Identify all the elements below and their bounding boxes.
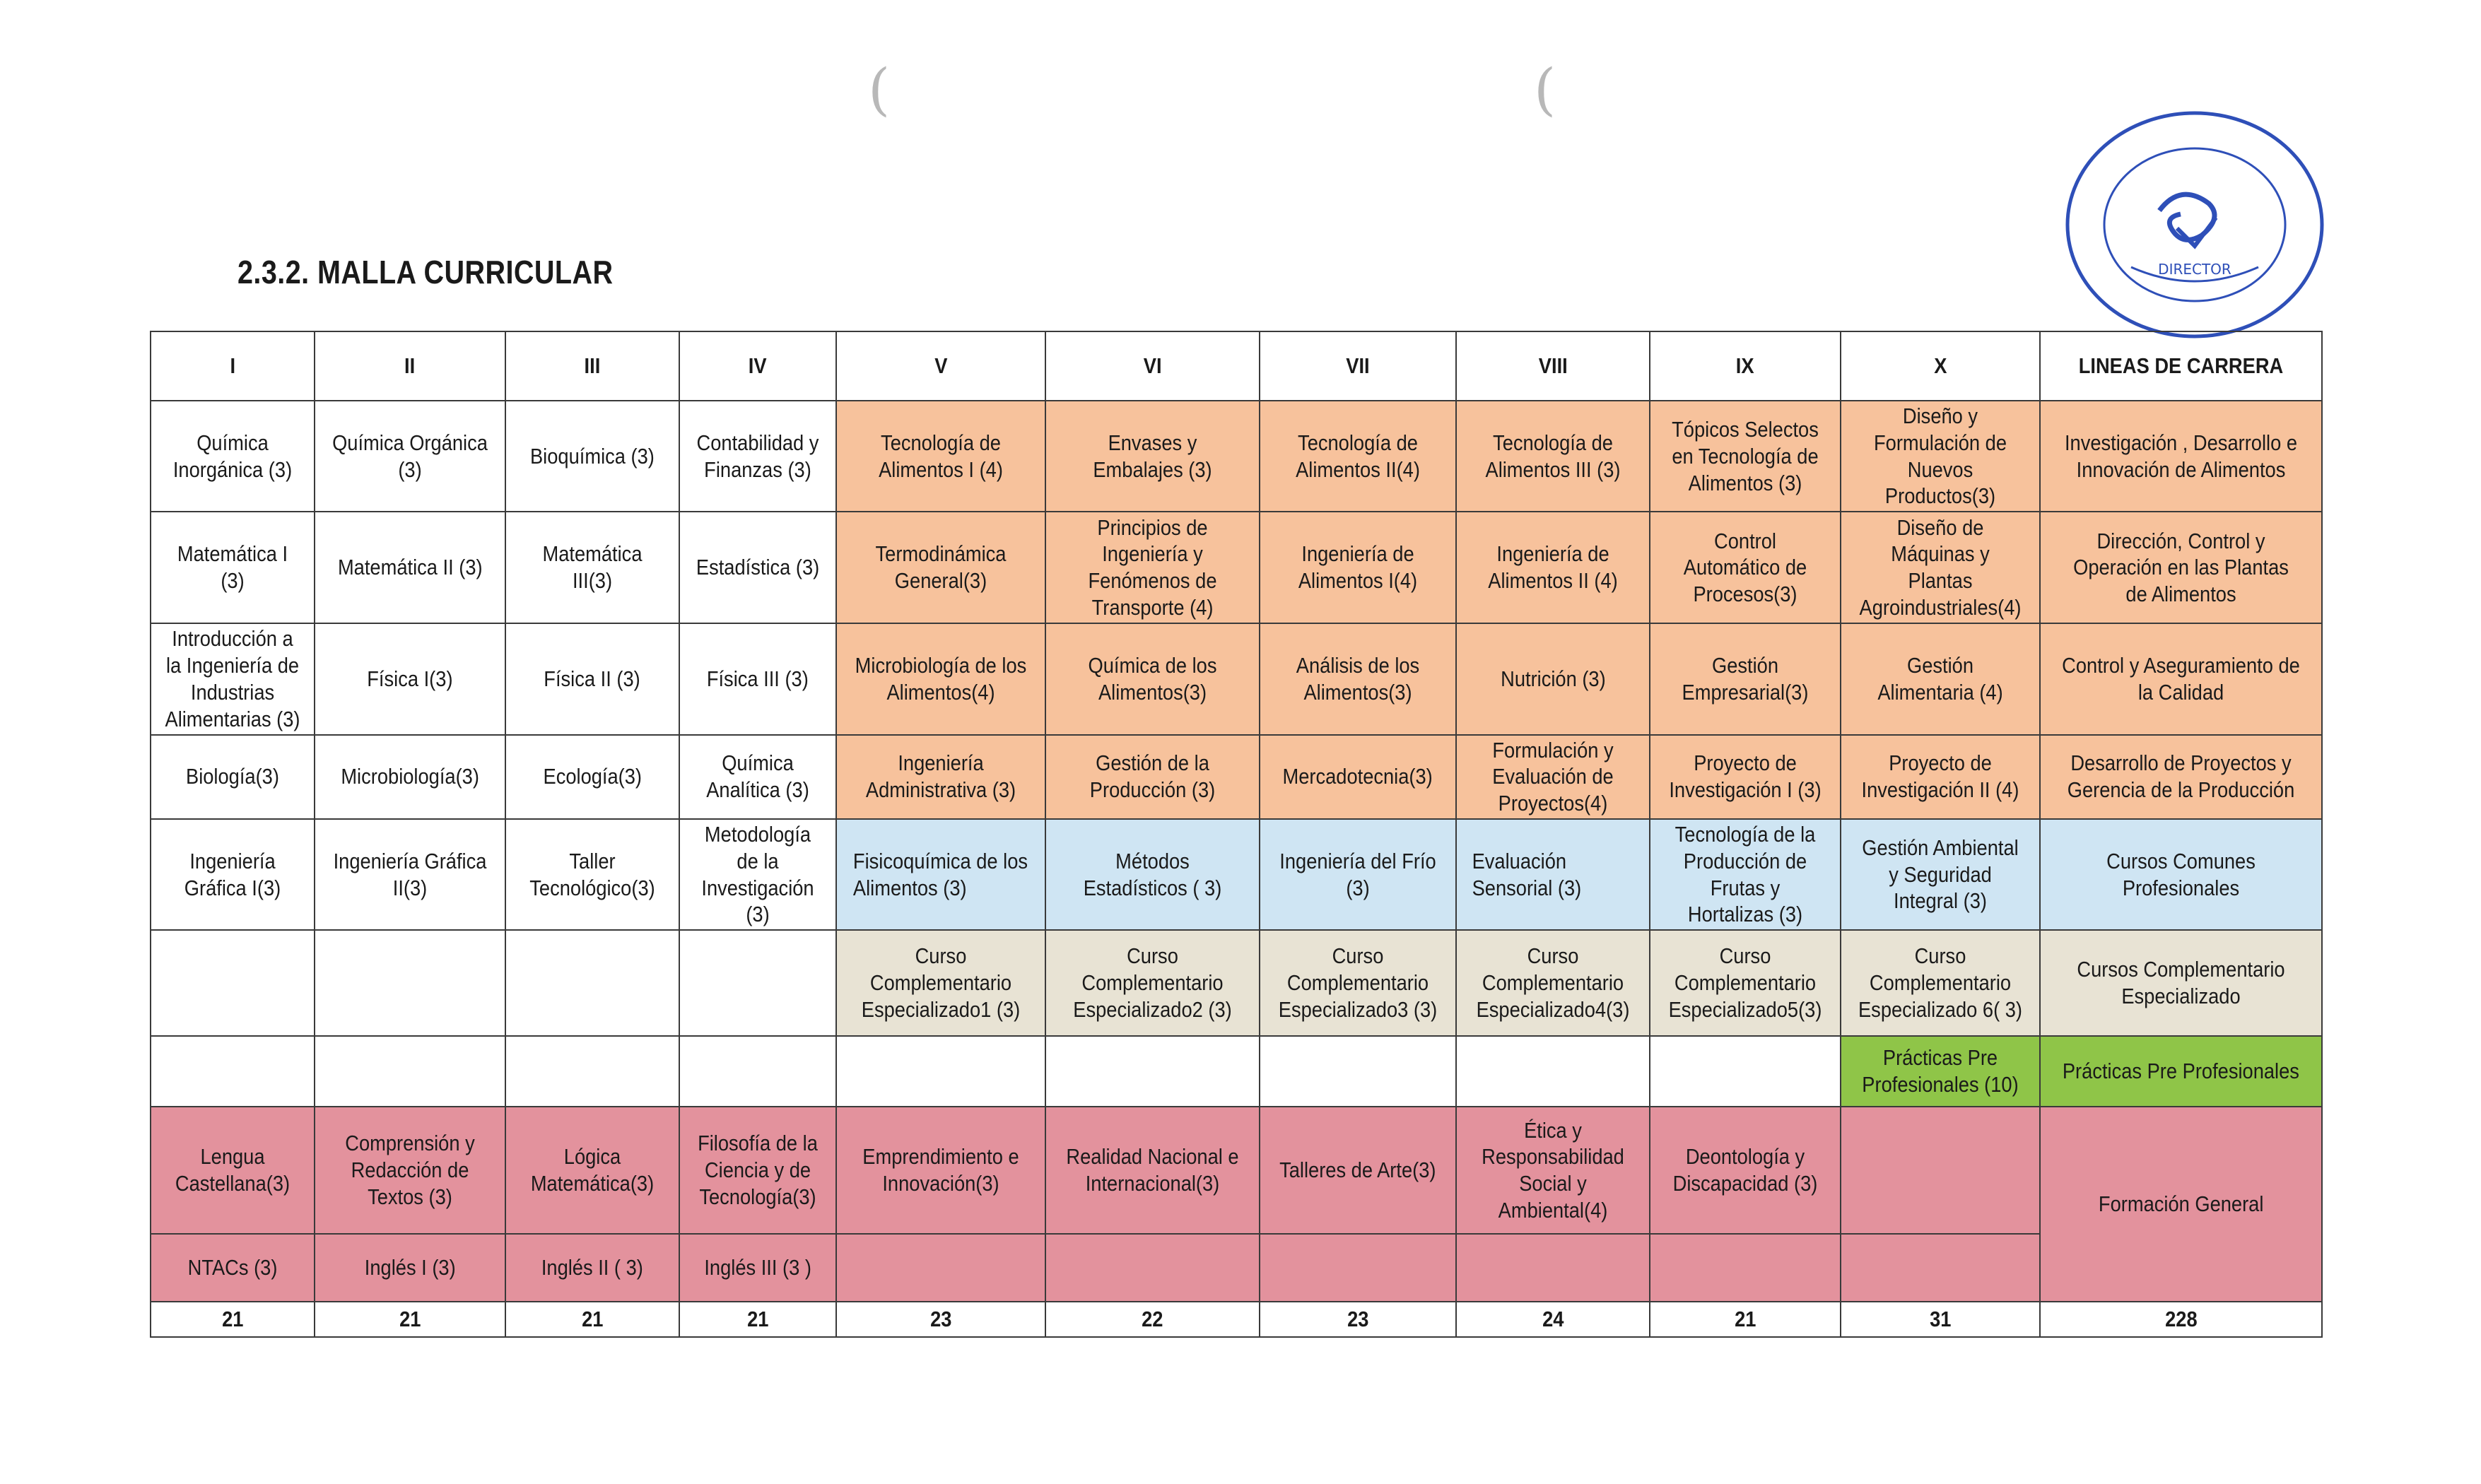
course-cell: Análisis de los Alimentos(3) bbox=[1260, 623, 1456, 734]
career-line-cell: Cursos Comunes Profesionales bbox=[2040, 819, 2322, 930]
total-cell: 22 bbox=[1045, 1302, 1260, 1337]
course-cell: Tecnología de Alimentos I (4) bbox=[836, 401, 1045, 512]
course-cell: Contabilidad y Finanzas (3) bbox=[679, 401, 836, 512]
career-line-cell: Cursos Complementario Especializado bbox=[2040, 930, 2322, 1036]
course-cell: Matemática II (3) bbox=[315, 512, 505, 623]
header-row bbox=[151, 331, 2322, 401]
course-cell: Matemática III(3) bbox=[505, 512, 679, 623]
empty-cell bbox=[679, 1036, 836, 1107]
course-cell: Microbiología de los Alimentos(4) bbox=[836, 623, 1045, 734]
course-cell: Ingeniería Administrativa (3) bbox=[836, 735, 1045, 819]
course-cell: Tecnología de Alimentos II(4) bbox=[1260, 401, 1456, 512]
scan-mark-left: ( bbox=[868, 57, 891, 122]
course-cell: Inglés III (3 ) bbox=[679, 1234, 836, 1302]
course-cell: Química de los Alimentos(3) bbox=[1045, 623, 1260, 734]
course-cell: Lógica Matemática(3) bbox=[505, 1107, 679, 1234]
course-cell: Diseño de Máquinas y Plantas Agroindustriales(4) bbox=[1841, 512, 2040, 623]
course-cell: Tópicos Selectos en Tecnología de Alimentos (3) bbox=[1650, 401, 1841, 512]
course-cell: Mercadotecnia(3) bbox=[1260, 735, 1456, 819]
header-cell: IV bbox=[679, 331, 836, 401]
course-cell: Gestión de la Producción (3) bbox=[1045, 735, 1260, 819]
institution-seal bbox=[2053, 105, 2329, 359]
course-cell: Curso Complementario Especializado3 (3) bbox=[1260, 930, 1456, 1036]
empty-cell bbox=[1650, 1036, 1841, 1107]
course-cell: Física III (3) bbox=[679, 623, 836, 734]
header-cell: VII bbox=[1260, 331, 1456, 401]
course-cell: Inglés II ( 3) bbox=[505, 1234, 679, 1302]
course-cell: Curso Complementario Especializado1 (3) bbox=[836, 930, 1045, 1036]
curriculum-grid bbox=[150, 331, 2321, 1338]
course-cell: Inglés I (3) bbox=[315, 1234, 505, 1302]
course-cell: NTACs (3) bbox=[151, 1234, 315, 1302]
course-cell: Ingeniería de Alimentos II (4) bbox=[1456, 512, 1650, 623]
course-cell bbox=[1045, 1234, 1260, 1302]
course-cell: Química Inorgánica (3) bbox=[151, 401, 315, 512]
course-cell: Bioquímica (3) bbox=[505, 401, 679, 512]
empty-cell bbox=[151, 1036, 315, 1107]
total-cell: 21 bbox=[505, 1302, 679, 1337]
course-cell: Gestión Empresarial(3) bbox=[1650, 623, 1841, 734]
course-cell bbox=[836, 1234, 1045, 1302]
course-cell: Tecnología de Alimentos III (3) bbox=[1456, 401, 1650, 512]
course-cell: Metodología de la Investigación (3) bbox=[679, 819, 836, 930]
course-cell: Curso Complementario Especializado4(3) bbox=[1456, 930, 1650, 1036]
header-cell: III bbox=[505, 331, 679, 401]
total-cell: 21 bbox=[679, 1302, 836, 1337]
career-line-cell: Control y Aseguramiento de la Calidad bbox=[2040, 623, 2322, 734]
course-cell: Ética y Responsabilidad Social y Ambiental(4) bbox=[1456, 1107, 1650, 1234]
career-line-cell: Prácticas Pre Profesionales bbox=[2040, 1036, 2322, 1107]
empty-cell bbox=[836, 1036, 1045, 1107]
course-cell: Control Automático de Procesos(3) bbox=[1650, 512, 1841, 623]
total-cell: 23 bbox=[1260, 1302, 1456, 1337]
course-cell: Filosofía de la Ciencia y de Tecnología(3) bbox=[679, 1107, 836, 1234]
total-cell: 21 bbox=[151, 1302, 315, 1337]
table-row bbox=[151, 1107, 2322, 1234]
table-row bbox=[151, 735, 2322, 819]
table-row bbox=[151, 401, 2322, 512]
total-cell: 23 bbox=[836, 1302, 1045, 1337]
empty-cell bbox=[315, 930, 505, 1036]
course-cell: Ecología(3) bbox=[505, 735, 679, 819]
course-cell: Termodinámica General(3) bbox=[836, 512, 1045, 623]
table-row bbox=[151, 512, 2322, 623]
course-cell: Métodos Estadísticos ( 3) bbox=[1045, 819, 1260, 930]
course-cell: Ingeniería de Alimentos I(4) bbox=[1260, 512, 1456, 623]
course-cell: Curso Complementario Especializado5(3) bbox=[1650, 930, 1841, 1036]
header-cell: V bbox=[836, 331, 1045, 401]
empty-cell bbox=[505, 1036, 679, 1107]
course-cell: Ingeniería Gráfica I(3) bbox=[151, 819, 315, 930]
empty-cell bbox=[679, 930, 836, 1036]
career-line-cell: Dirección, Control y Operación en las Plantas de Alimentos bbox=[2040, 512, 2322, 623]
svg-text:DIRECTOR: DIRECTOR bbox=[2158, 261, 2231, 278]
course-cell: Física II (3) bbox=[505, 623, 679, 734]
empty-cell bbox=[1045, 1036, 1260, 1107]
malla-table bbox=[150, 331, 2323, 1338]
total-cell: 31 bbox=[1841, 1302, 2040, 1337]
course-cell: Principios de Ingeniería y Fenómenos de Transporte (4) bbox=[1045, 512, 1260, 623]
header-cell: LINEAS DE CARRERA bbox=[2040, 331, 2322, 401]
course-cell: Talleres de Arte(3) bbox=[1260, 1107, 1456, 1234]
course-cell: Formulación y Evaluación de Proyectos(4) bbox=[1456, 735, 1650, 819]
course-cell: Realidad Nacional e Internacional(3) bbox=[1045, 1107, 1260, 1234]
scan-mark-right: ( bbox=[1534, 57, 1556, 122]
course-cell: Proyecto de Investigación I (3) bbox=[1650, 735, 1841, 819]
course-cell: Comprensión y Redacción de Textos (3) bbox=[315, 1107, 505, 1234]
course-cell: Ingeniería del Frío (3) bbox=[1260, 819, 1456, 930]
course-cell: Matemática I (3) bbox=[151, 512, 315, 623]
empty-cell bbox=[1456, 1036, 1650, 1107]
course-cell: Lengua Castellana(3) bbox=[151, 1107, 315, 1234]
table-row bbox=[151, 1234, 2322, 1302]
course-cell: Gestión Ambiental y Seguridad Integral (3) bbox=[1841, 819, 2040, 930]
course-cell: Biología(3) bbox=[151, 735, 315, 819]
empty-cell bbox=[505, 930, 679, 1036]
career-line-cell: Desarrollo de Proyectos y Gerencia de la Producción bbox=[2040, 735, 2322, 819]
course-cell: Ingeniería Gráfica II(3) bbox=[315, 819, 505, 930]
header-cell: IX bbox=[1650, 331, 1841, 401]
course-cell: Diseño y Formulación de Nuevos Productos(3) bbox=[1841, 401, 2040, 512]
table-row bbox=[151, 1036, 2322, 1107]
course-cell: Nutrición (3) bbox=[1456, 623, 1650, 734]
course-cell: Introducción a la Ingeniería de Industrias Alimentarias (3) bbox=[151, 623, 315, 734]
course-cell bbox=[1456, 1234, 1650, 1302]
course-cell: Química Analítica (3) bbox=[679, 735, 836, 819]
empty-cell bbox=[1260, 1036, 1456, 1107]
course-cell bbox=[1841, 1234, 2040, 1302]
course-cell: Proyecto de Investigación II (4) bbox=[1841, 735, 2040, 819]
course-cell: Evaluación Sensorial (3) bbox=[1456, 819, 1650, 930]
course-cell bbox=[1260, 1234, 1456, 1302]
course-cell: Fisicoquímica de los Alimentos (3) bbox=[836, 819, 1045, 930]
course-cell: Gestión Alimentaria (4) bbox=[1841, 623, 2040, 734]
header-cell: VI bbox=[1045, 331, 1260, 401]
header-cell: II bbox=[315, 331, 505, 401]
course-cell: Emprendimiento e Innovación(3) bbox=[836, 1107, 1045, 1234]
course-cell bbox=[1841, 1107, 2040, 1234]
total-cell: 228 bbox=[2040, 1302, 2322, 1337]
table-row bbox=[151, 819, 2322, 930]
total-cell: 21 bbox=[1650, 1302, 1841, 1337]
total-cell: 24 bbox=[1456, 1302, 1650, 1337]
course-cell: Prácticas Pre Profesionales (10) bbox=[1841, 1036, 2040, 1107]
header-cell: I bbox=[151, 331, 315, 401]
course-cell: Deontología y Discapacidad (3) bbox=[1650, 1107, 1841, 1234]
page-title: 2.3.2. MALLA CURRICULAR bbox=[237, 254, 614, 290]
empty-cell bbox=[151, 930, 315, 1036]
course-cell bbox=[1650, 1234, 1841, 1302]
course-cell: Taller Tecnológico(3) bbox=[505, 819, 679, 930]
course-cell: Envases y Embalajes (3) bbox=[1045, 401, 1260, 512]
course-cell: Curso Complementario Especializado 6( 3) bbox=[1841, 930, 2040, 1036]
course-cell: Microbiología(3) bbox=[315, 735, 505, 819]
empty-cell bbox=[315, 1036, 505, 1107]
course-cell: Química Orgánica (3) bbox=[315, 401, 505, 512]
course-cell: Tecnología de la Producción de Frutas y Hortalizas (3) bbox=[1650, 819, 1841, 930]
table-row bbox=[151, 623, 2322, 734]
table-row bbox=[151, 930, 2322, 1036]
course-cell: Física I(3) bbox=[315, 623, 505, 734]
header-cell: X bbox=[1841, 331, 2040, 401]
career-line-cell: Formación General bbox=[2040, 1107, 2322, 1302]
header-cell: VIII bbox=[1456, 331, 1650, 401]
totals-row bbox=[151, 1302, 2322, 1337]
total-cell: 21 bbox=[315, 1302, 505, 1337]
course-cell: Estadística (3) bbox=[679, 512, 836, 623]
course-cell: Curso Complementario Especializado2 (3) bbox=[1045, 930, 1260, 1036]
career-line-cell: Investigación , Desarrollo e Innovación de Alimentos bbox=[2040, 401, 2322, 512]
